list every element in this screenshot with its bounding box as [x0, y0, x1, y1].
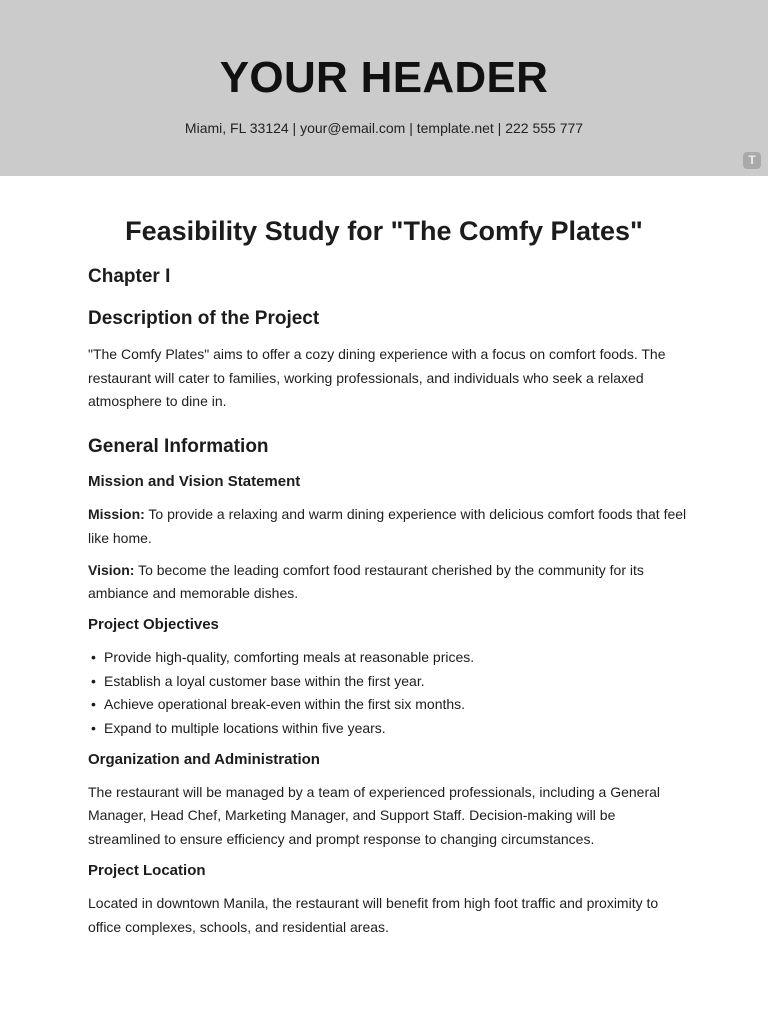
- mission-text: To provide a relaxing and warm dining experience with delicious comfort foods that feel like home.: [88, 506, 687, 546]
- header-title: YOUR HEADER: [219, 53, 549, 102]
- list-item: • Expand to multiple locations within five years.: [88, 717, 688, 741]
- header-contact-line: Miami, FL 33124 | your@email.com | template.net | 222 555 777: [184, 120, 584, 136]
- description-paragraph: "The Comfy Plates" aims to offer a cozy dining experience with a focus on comfort foods. The restaurant will cater to families, working professionals, and individuals who seek a relaxed atmosphere to dine in.: [88, 346, 666, 410]
- template-logo-icon: T: [743, 152, 761, 169]
- list-item: • Achieve operational break-even within the first six months.: [88, 693, 688, 717]
- document-title: Feasibility Study for "The Comfy Plates": [125, 216, 643, 246]
- organization-paragraph: The restaurant will be managed by a team of experienced professionals, including a General Manager, Head Chef, Marketing Manager, and Support Staff. Decision-making will be streamlined to ensure efficiency and prompt response to changing circumstances.: [88, 783, 660, 848]
- subheading-objectives: Project Objectives: [88, 615, 219, 633]
- vision-paragraph: [88, 559, 688, 606]
- vision-label: Vision:: [88, 561, 135, 578]
- subheading-mission-vision: Mission and Vision Statement: [88, 473, 301, 491]
- list-item: • Establish a loyal customer base within the first year.: [88, 670, 688, 694]
- location-paragraph: Located in downtown Manila, the restaurant will benefit from high foot traffic and proximity to office complexes, schools, and residential areas.: [88, 894, 659, 935]
- objectives-list: [88, 646, 688, 741]
- mission-label: Mission:: [88, 506, 145, 523]
- mission-paragraph: [88, 503, 688, 550]
- header-band: [0, 0, 768, 176]
- section-heading-general: General Information: [88, 436, 269, 458]
- document-body: [88, 212, 688, 947]
- subheading-location: Project Location: [88, 861, 206, 879]
- subheading-organization: Organization and Administration: [88, 750, 320, 768]
- chapter-heading: Chapter I: [88, 266, 171, 287]
- vision-text: To become the leading comfort food restaurant cherished by the community for its ambiance and memorable dishes.: [88, 561, 644, 602]
- list-item: • Provide high-quality, comforting meals at reasonable prices.: [88, 646, 688, 670]
- section-heading-description: Description of the Project: [88, 308, 320, 329]
